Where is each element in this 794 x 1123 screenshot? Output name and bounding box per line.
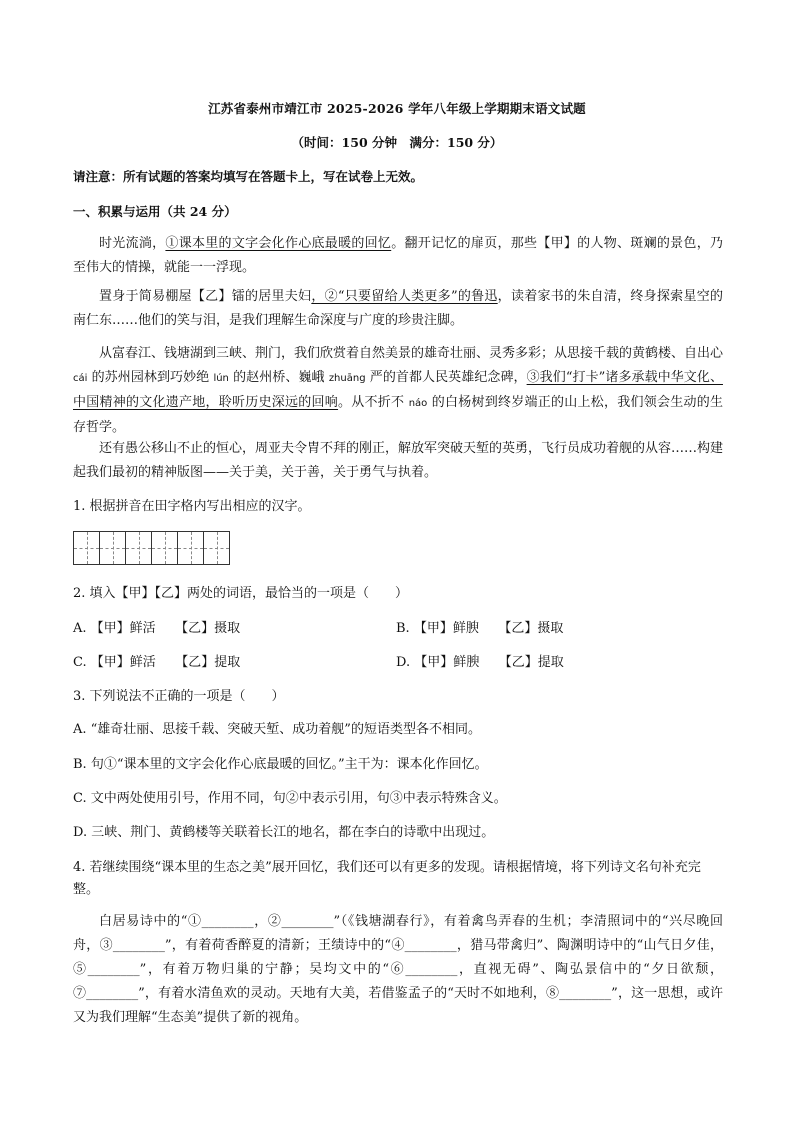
q2-option-d[interactable]: D. 【甲】鲜腴 【乙】提取 — [396, 655, 564, 670]
underlined-sentence-2: ，②“只要留给人类更多”的鲁迅 — [311, 289, 498, 304]
tianzige-cell[interactable] — [99, 531, 126, 565]
question-3: 3. 下列说法不正确的一项是（ ） — [73, 689, 285, 704]
passage-paragraph-2: 置身于简易棚屋【乙】镭的居里夫妇，②“只要留给人类更多”的鲁迅，读着家书的朱自清，终身探索星空的南仁东……他们的笑与泪，是我们理解生命深度与广度的珍贵注脚。 — [73, 289, 723, 328]
question-1: 1. 根据拼音在田字格内写出相应的汉字。 — [73, 499, 311, 514]
question-2: 2. 填入【甲】【乙】两处的词语，最恰当的一项是（ ） — [73, 586, 409, 601]
q2-option-c[interactable]: C. 【甲】鲜活 【乙】提取 — [73, 655, 241, 670]
tianzige-cell[interactable] — [177, 531, 204, 565]
q3-option-d[interactable]: D. 三峡、荆门、黄鹤楼等关联着长江的地名，都在李白的诗歌中出现过。 — [73, 825, 495, 840]
underlined-sentence-3: ③我们“打卡”诸多承载中华文化、中国精神的文化遗产地，聆听历史深远的回响 — [73, 370, 723, 410]
underlined-sentence-1: ①课本里的文字会化作心底最暖的回忆 — [165, 236, 392, 251]
tianzige-cell[interactable] — [203, 531, 230, 565]
pinyin-4: náo — [408, 398, 428, 409]
passage-paragraph-1: 时光流淌，①课本里的文字会化作心底最暖的回忆。翻开记忆的扉页，那些【甲】的人物、斑斓的景色，乃至伟大的情操，就能一一浮现。 — [73, 236, 723, 275]
q3-option-c[interactable]: C. 文中两处使用引号，作用不同，句②中表示引用，句③中表示特殊含义。 — [73, 791, 507, 806]
q2-option-a[interactable]: A. 【甲】鲜活 【乙】摄取 — [73, 621, 241, 636]
pinyin-2: lún — [213, 373, 229, 384]
exam-time-info: （时间：150 分钟 满分：150 分） — [291, 135, 503, 150]
tianzige-cell[interactable] — [151, 531, 178, 565]
question-4-passage: 白居易诗中的“①________，②________”（《钱塘湖春行》，有着禽鸟弄春的生机；李清照词中的“兴尽晚回舟，③________”，有着荷香醉夏的清新；王绩诗中的“④________，猎马带禽归”、陶渊明诗中的“山气日夕佳，⑤________”，有着万物归巢的宁静；吴均文中的“⑥________，直视无碍”、陶弘景信中的“夕日欲颓，⑦________”，有着水清鱼欢的灵动。天地有大美，若借鉴孟子的“天时不如地利，⑧________”，这一思想，或许又为我们理解“生态美”提供了新的视角。 — [73, 914, 723, 1025]
question-4: 4. 若继续围绕“课本里的生态之美”展开回忆，我们还可以有更多的发现。请根据情境，将下列诗文名句补充完整。 — [73, 860, 701, 897]
tianzige-cell[interactable] — [73, 531, 100, 565]
q2-option-b[interactable]: B. 【甲】鲜腴 【乙】摄取 — [396, 621, 564, 636]
pinyin-3: zhuāng — [328, 373, 366, 384]
q3-option-a[interactable]: A. “雄奇壮丽、思接千载、突破天堑、成功着舰”的短语类型各不相同。 — [73, 722, 481, 737]
exam-title: 江苏省泰州市靖江市 2025-2026 学年八年级上学期期末语文试题 — [208, 101, 586, 116]
q3-option-b[interactable]: B. 句①“课本里的文字会化作心底最暖的回忆。”主干为：课本化作回忆。 — [73, 757, 488, 772]
tianzige-cell[interactable] — [125, 531, 152, 565]
pinyin-1: cái — [73, 373, 88, 384]
section-heading: 一、积累与运用（共 24 分） — [73, 204, 237, 219]
exam-notice: 请注意：所有试题的答案均填写在答题卡上，写在试卷上无效。 — [73, 169, 424, 184]
passage-paragraph-4: 还有愚公移山不止的恒心，周亚夫令胄不拜的刚正，解放军突破天堑的英勇，飞行员成功着舰的从容……构建起我们最初的精神版图——关于美，关于善，关于勇气与执着。 — [73, 441, 724, 480]
passage-paragraph-3: 从富春江、钱塘湖到三峡、荆门，我们欣赏着自然美景的雄奇壮丽、灵秀多彩；从思接千载的黄鹤楼、自出心 cái 的苏州园林到巧妙绝 lún 的赵州桥、巍峨 zhuāng 严的首都人民英雄纪念碑，③我们“打卡”诸多承载中华文化、中国精神的文化遗产地，聆听历史深远的回响。从不折不 náo 的白杨树到终岁端正的山上松，我们领会生动的生存哲学。 — [73, 346, 724, 435]
tianzige-grid[interactable] — [73, 531, 229, 565]
